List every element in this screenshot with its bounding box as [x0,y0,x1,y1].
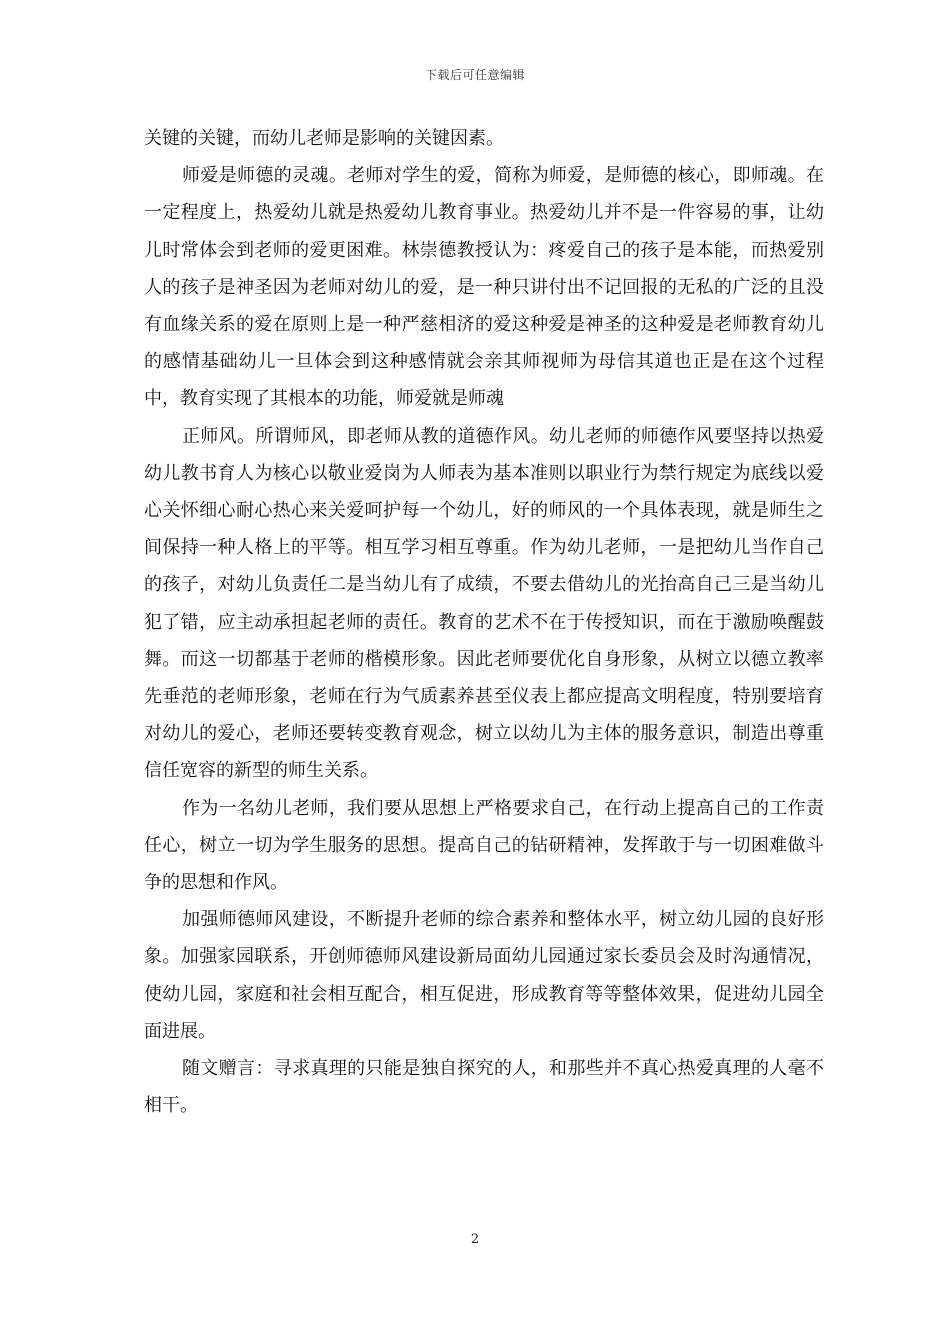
paragraph-strengthen-ethics: 加强师德师风建设，不断提升老师的综合素养和整体水平，树立幼儿园的良好形象。加强家园联系，开创师德师风建设新局面幼儿园通过家长委员会及时沟通情况，使幼儿园，家庭和社会相互配合，相互促进，形成教育等等整体效果，促进幼儿园全面进展。 [144,909,824,1042]
paragraph-continuation: 关键的关键，而幼儿老师是影响的关键因素。 [144,128,504,149]
paragraph-closing-quote: 随文赠言：寻求真理的只能是独自探究的人，和那些并不真心热爱真理的人毫不相干。 [144,1058,824,1117]
document-body [144,120,824,1124]
page-number: 2 [470,1232,480,1247]
paragraph-teacher-love: 师爱是师德的灵魂。老师对学生的爱，简称为师爱，是师德的核心，即师魂。在一定程度上，热爱幼儿就是热爱幼儿教育事业。热爱幼儿并不是一件容易的事，让幼儿时常体会到老师的爱更困难。林崇德教授认为：疼爱自己的孩子是本能，而热爱别人的孩子是神圣因为老师对幼儿的爱，是一种只讲付出不记回报的无私的广泛的且没有血缘关系的爱在原则上是一种严慈相济的爱这种爱是神圣的这种爱是老师教育幼儿的感情基础幼儿一旦体会到这种感情就会亲其师视师为母信其道也正是在这个过程中，教育实现了其根本的功能，师爱就是师魂 [144,165,824,410]
page-header: 下载后可任意编辑 [424,68,525,82]
paragraph-teacher-style: 正师风。所谓师风，即老师从教的道德作风。幼儿老师的师德作风要坚持以热爱幼儿教书育人为核心以敬业爱岗为人师表为基本准则以职业行为禁行规定为底线以爱心关怀细心耐心热心来关爱呵护每一个幼儿，好的师风的一个具体表现，就是师生之间保持一种人格上的平等。相互学习相互尊重。作为幼儿老师，一是把幼儿当作自己的孩子，对幼儿负责任二是当幼儿有了成绩，不要去借幼儿的光抬高自己三是当幼儿犯了错，应主动承担起老师的责任。教育的艺术不在于传授知识，而在于激励唤醒鼓舞。而这一切都基于老师的楷模形象。因此老师要优化自身形象，从树立以德立教率先垂范的老师形象，老师在行为气质素养甚至仪表上都应提高文明程度，特别要培育对幼儿的爱心，老师还要转变教育观念，树立以幼儿为主体的服务意识，制造出尊重信任宽容的新型的师生关系。 [144,425,824,782]
paragraph-teacher-duty: 作为一名幼儿老师，我们要从思想上严格要求自己，在行动上提高自己的工作责任心，树立一切为学生服务的思想。提高自己的钻研精神，发挥敢于与一切困难做斗争的思想和作风。 [144,797,824,894]
